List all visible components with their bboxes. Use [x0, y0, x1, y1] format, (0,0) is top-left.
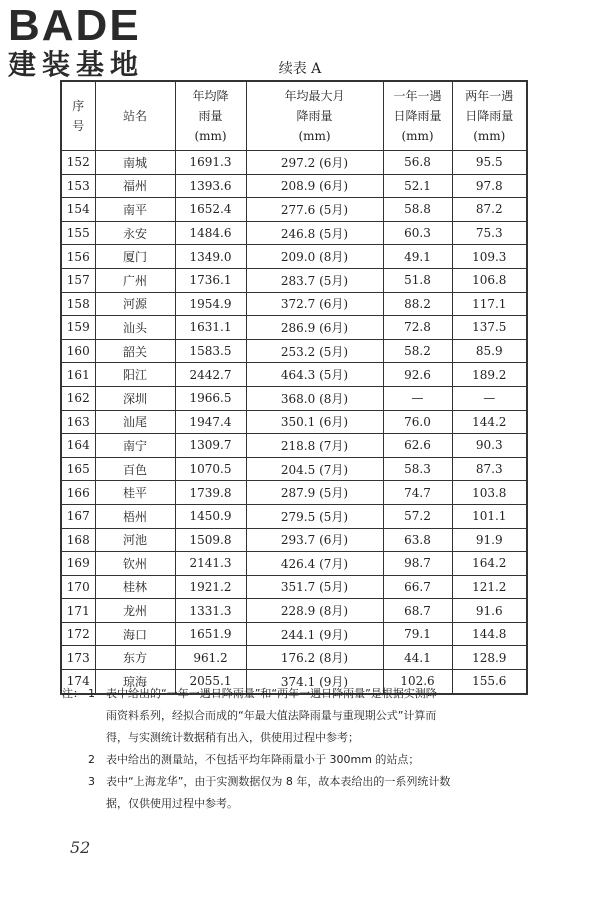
- cell-annual-avg: 1450.9: [175, 504, 246, 528]
- table-header: [61, 81, 527, 151]
- cell-annual-avg: 1583.5: [175, 339, 246, 363]
- note-line: 雨资料系列，经拟合而成的“年最大值法降雨量与重现期公式”计算而: [106, 709, 437, 722]
- header-line: (mm): [194, 129, 227, 143]
- cell-two-year: 91.9: [452, 528, 527, 552]
- cell-max-month: 279.5 (5月): [246, 504, 383, 528]
- cell-one-year: 76.0: [383, 410, 452, 434]
- header-line: (mm): [473, 129, 506, 143]
- header-no: [61, 81, 95, 151]
- cell-no: 161: [61, 363, 95, 387]
- table-row: [61, 599, 527, 623]
- cell-no: 165: [61, 457, 95, 481]
- cell-max-month: 297.2 (6月): [246, 151, 383, 175]
- note-line: 据，仅供使用过程中参考。: [106, 797, 238, 810]
- cell-station: 深圳: [95, 386, 175, 410]
- cell-annual-avg: 1947.4: [175, 410, 246, 434]
- cell-no: 152: [61, 151, 95, 175]
- cell-max-month: 350.1 (6月): [246, 410, 383, 434]
- cell-max-month: 246.8 (5月): [246, 221, 383, 245]
- cell-two-year: 121.2: [452, 575, 527, 599]
- cell-two-year: 85.9: [452, 339, 527, 363]
- table-row: [61, 198, 527, 222]
- cell-max-month: 228.9 (8月): [246, 599, 383, 623]
- cell-max-month: 351.7 (5月): [246, 575, 383, 599]
- cell-max-month: 372.7 (6月): [246, 292, 383, 316]
- note-number: 2: [88, 753, 95, 766]
- cell-station: 梧州: [95, 504, 175, 528]
- cell-two-year: —: [452, 386, 527, 410]
- cell-annual-avg: 1736.1: [175, 268, 246, 292]
- table-row: [61, 363, 527, 387]
- cell-no: 174: [61, 670, 95, 694]
- header-two-year: [452, 81, 527, 151]
- table-row: [61, 245, 527, 269]
- cell-one-year: 51.8: [383, 268, 452, 292]
- cell-one-year: 102.6: [383, 670, 452, 694]
- header-one-year: [383, 81, 452, 151]
- cell-annual-avg: 1652.4: [175, 198, 246, 222]
- note-number: 1: [88, 687, 95, 700]
- table-row: [61, 481, 527, 505]
- cell-no: 168: [61, 528, 95, 552]
- cell-max-month: 209.0 (8月): [246, 245, 383, 269]
- cell-station: 桂平: [95, 481, 175, 505]
- cell-annual-avg: 1739.8: [175, 481, 246, 505]
- cell-station: 东方: [95, 646, 175, 670]
- cell-one-year: 58.3: [383, 457, 452, 481]
- table-row: [61, 410, 527, 434]
- cell-station: 南城: [95, 151, 175, 175]
- cell-station: 海口: [95, 622, 175, 646]
- cell-max-month: 287.9 (5月): [246, 481, 383, 505]
- cell-no: 164: [61, 434, 95, 458]
- cell-station: 韶关: [95, 339, 175, 363]
- cell-max-month: 208.9 (6月): [246, 174, 383, 198]
- cell-one-year: 74.7: [383, 481, 452, 505]
- header-max-month: [246, 81, 383, 151]
- notes-lead: 注：: [62, 687, 84, 700]
- table-row: [61, 646, 527, 670]
- note-item: [62, 749, 562, 771]
- rainfall-table: [60, 80, 528, 695]
- cell-max-month: 277.6 (5月): [246, 198, 383, 222]
- cell-annual-avg: 2141.3: [175, 552, 246, 576]
- table-row: [61, 552, 527, 576]
- table-row: [61, 339, 527, 363]
- cell-two-year: 91.6: [452, 599, 527, 623]
- cell-one-year: 44.1: [383, 646, 452, 670]
- cell-no: 155: [61, 221, 95, 245]
- cell-no: 162: [61, 386, 95, 410]
- cell-two-year: 90.3: [452, 434, 527, 458]
- cell-no: 167: [61, 504, 95, 528]
- cell-station: 广州: [95, 268, 175, 292]
- cell-no: 169: [61, 552, 95, 576]
- cell-two-year: 117.1: [452, 292, 527, 316]
- cell-annual-avg: 1509.8: [175, 528, 246, 552]
- table-row: [61, 151, 527, 175]
- logo-subtitle: 建装基地: [8, 48, 145, 81]
- header-no-line: 号: [72, 119, 85, 133]
- notes-section: [62, 683, 562, 815]
- cell-station: 厦门: [95, 245, 175, 269]
- cell-max-month: 293.7 (6月): [246, 528, 383, 552]
- cell-no: 166: [61, 481, 95, 505]
- cell-one-year: 66.7: [383, 575, 452, 599]
- cell-no: 153: [61, 174, 95, 198]
- cell-two-year: 97.8: [452, 174, 527, 198]
- header-line: 日降雨量: [393, 109, 442, 123]
- header-line: (mm): [298, 129, 331, 143]
- cell-station: 阳江: [95, 363, 175, 387]
- cell-one-year: 62.6: [383, 434, 452, 458]
- cell-one-year: 68.7: [383, 599, 452, 623]
- cell-max-month: 374.1 (9月): [246, 670, 383, 694]
- table-row: [61, 316, 527, 340]
- cell-station: 钦州: [95, 552, 175, 576]
- cell-annual-avg: 2442.7: [175, 363, 246, 387]
- cell-one-year: 60.3: [383, 221, 452, 245]
- header-line: 一年一遇: [393, 89, 442, 103]
- cell-one-year: —: [383, 386, 452, 410]
- note-number: 3: [88, 775, 95, 788]
- header-line: 年均降: [192, 89, 229, 103]
- cell-no: 172: [61, 622, 95, 646]
- cell-no: 171: [61, 599, 95, 623]
- cell-annual-avg: 1349.0: [175, 245, 246, 269]
- header-station: 站名: [95, 81, 175, 151]
- cell-annual-avg: 1331.3: [175, 599, 246, 623]
- cell-one-year: 92.6: [383, 363, 452, 387]
- cell-station: 汕尾: [95, 410, 175, 434]
- cell-station: 琼海: [95, 670, 175, 694]
- cell-max-month: 244.1 (9月): [246, 622, 383, 646]
- cell-annual-avg: 2055.1: [175, 670, 246, 694]
- cell-max-month: 286.9 (6月): [246, 316, 383, 340]
- cell-annual-avg: 1070.5: [175, 457, 246, 481]
- header-line: 雨量: [198, 109, 223, 123]
- note-line: 表中给出的测量站，不包括平均年降雨量小于 300mm 的站点；: [106, 753, 420, 766]
- table-row: [61, 434, 527, 458]
- table-caption: 续表 A: [278, 61, 322, 77]
- cell-one-year: 63.8: [383, 528, 452, 552]
- cell-no: 154: [61, 198, 95, 222]
- cell-two-year: 137.5: [452, 316, 527, 340]
- page-number: 52: [70, 838, 91, 857]
- cell-no: 159: [61, 316, 95, 340]
- cell-station: 福州: [95, 174, 175, 198]
- cell-one-year: 58.2: [383, 339, 452, 363]
- cell-no: 163: [61, 410, 95, 434]
- cell-max-month: 464.3 (5月): [246, 363, 383, 387]
- cell-max-month: 426.4 (7月): [246, 552, 383, 576]
- cell-two-year: 87.2: [452, 198, 527, 222]
- cell-annual-avg: 1393.6: [175, 174, 246, 198]
- note-line: 表中给出的“一年一遇日降雨量”和“两年一遇日降雨量”是根据实测降: [106, 687, 437, 700]
- cell-one-year: 72.8: [383, 316, 452, 340]
- table-row: [61, 268, 527, 292]
- header-annual-avg: [175, 81, 246, 151]
- cell-two-year: 87.3: [452, 457, 527, 481]
- cell-no: 173: [61, 646, 95, 670]
- cell-two-year: 144.8: [452, 622, 527, 646]
- cell-station: 南宁: [95, 434, 175, 458]
- table-row: [61, 386, 527, 410]
- cell-station: 河源: [95, 292, 175, 316]
- table-row: [61, 457, 527, 481]
- cell-two-year: 128.9: [452, 646, 527, 670]
- cell-annual-avg: 1921.2: [175, 575, 246, 599]
- header-line: 日降雨量: [465, 109, 514, 123]
- cell-no: 170: [61, 575, 95, 599]
- cell-one-year: 57.2: [383, 504, 452, 528]
- logo-wordmark: BADE: [8, 1, 141, 50]
- header-line: (mm): [401, 129, 434, 143]
- table-row: [61, 174, 527, 198]
- table-row: [61, 504, 527, 528]
- cell-two-year: 106.8: [452, 268, 527, 292]
- table-row: [61, 221, 527, 245]
- cell-two-year: 164.2: [452, 552, 527, 576]
- cell-annual-avg: 1954.9: [175, 292, 246, 316]
- table-row: [61, 292, 527, 316]
- cell-station: 永安: [95, 221, 175, 245]
- cell-station: 龙州: [95, 599, 175, 623]
- cell-one-year: 88.2: [383, 292, 452, 316]
- note-item: [62, 771, 562, 815]
- cell-max-month: 204.5 (7月): [246, 457, 383, 481]
- cell-annual-avg: 1691.3: [175, 151, 246, 175]
- cell-one-year: 58.8: [383, 198, 452, 222]
- cell-no: 157: [61, 268, 95, 292]
- table-row: [61, 622, 527, 646]
- cell-station: 桂林: [95, 575, 175, 599]
- cell-two-year: 95.5: [452, 151, 527, 175]
- cell-max-month: 283.7 (5月): [246, 268, 383, 292]
- cell-two-year: 144.2: [452, 410, 527, 434]
- header-line: 年均最大月: [284, 89, 345, 103]
- cell-two-year: 101.1: [452, 504, 527, 528]
- cell-station: 汕头: [95, 316, 175, 340]
- cell-one-year: 49.1: [383, 245, 452, 269]
- cell-one-year: 56.8: [383, 151, 452, 175]
- cell-station: 河池: [95, 528, 175, 552]
- cell-max-month: 218.8 (7月): [246, 434, 383, 458]
- header-line: 两年一遇: [465, 89, 514, 103]
- cell-annual-avg: 1651.9: [175, 622, 246, 646]
- cell-annual-avg: 1309.7: [175, 434, 246, 458]
- cell-one-year: 52.1: [383, 174, 452, 198]
- table-row: [61, 575, 527, 599]
- cell-two-year: 189.2: [452, 363, 527, 387]
- cell-max-month: 368.0 (8月): [246, 386, 383, 410]
- cell-annual-avg: 961.2: [175, 646, 246, 670]
- note-line: 表中“上海龙华”，由于实测数据仅为 8 年，故本表给出的一系列统计数: [106, 775, 451, 788]
- cell-max-month: 253.2 (5月): [246, 339, 383, 363]
- cell-max-month: 176.2 (8月): [246, 646, 383, 670]
- cell-one-year: 79.1: [383, 622, 452, 646]
- cell-no: 156: [61, 245, 95, 269]
- cell-one-year: 98.7: [383, 552, 452, 576]
- cell-annual-avg: 1966.5: [175, 386, 246, 410]
- cell-two-year: 155.6: [452, 670, 527, 694]
- cell-station: 南平: [95, 198, 175, 222]
- cell-station: 百色: [95, 457, 175, 481]
- cell-annual-avg: 1631.1: [175, 316, 246, 340]
- cell-two-year: 75.3: [452, 221, 527, 245]
- cell-no: 160: [61, 339, 95, 363]
- header-no-line: 序: [72, 99, 85, 113]
- header-line: 降雨量: [296, 109, 333, 123]
- cell-no: 158: [61, 292, 95, 316]
- cell-annual-avg: 1484.6: [175, 221, 246, 245]
- note-item: [62, 683, 562, 749]
- cell-two-year: 109.3: [452, 245, 527, 269]
- note-line: 得，与实测统计数据稍有出入，供使用过程中参考；: [106, 731, 359, 744]
- cell-two-year: 103.8: [452, 481, 527, 505]
- table-row: [61, 528, 527, 552]
- table-body: [61, 151, 527, 694]
